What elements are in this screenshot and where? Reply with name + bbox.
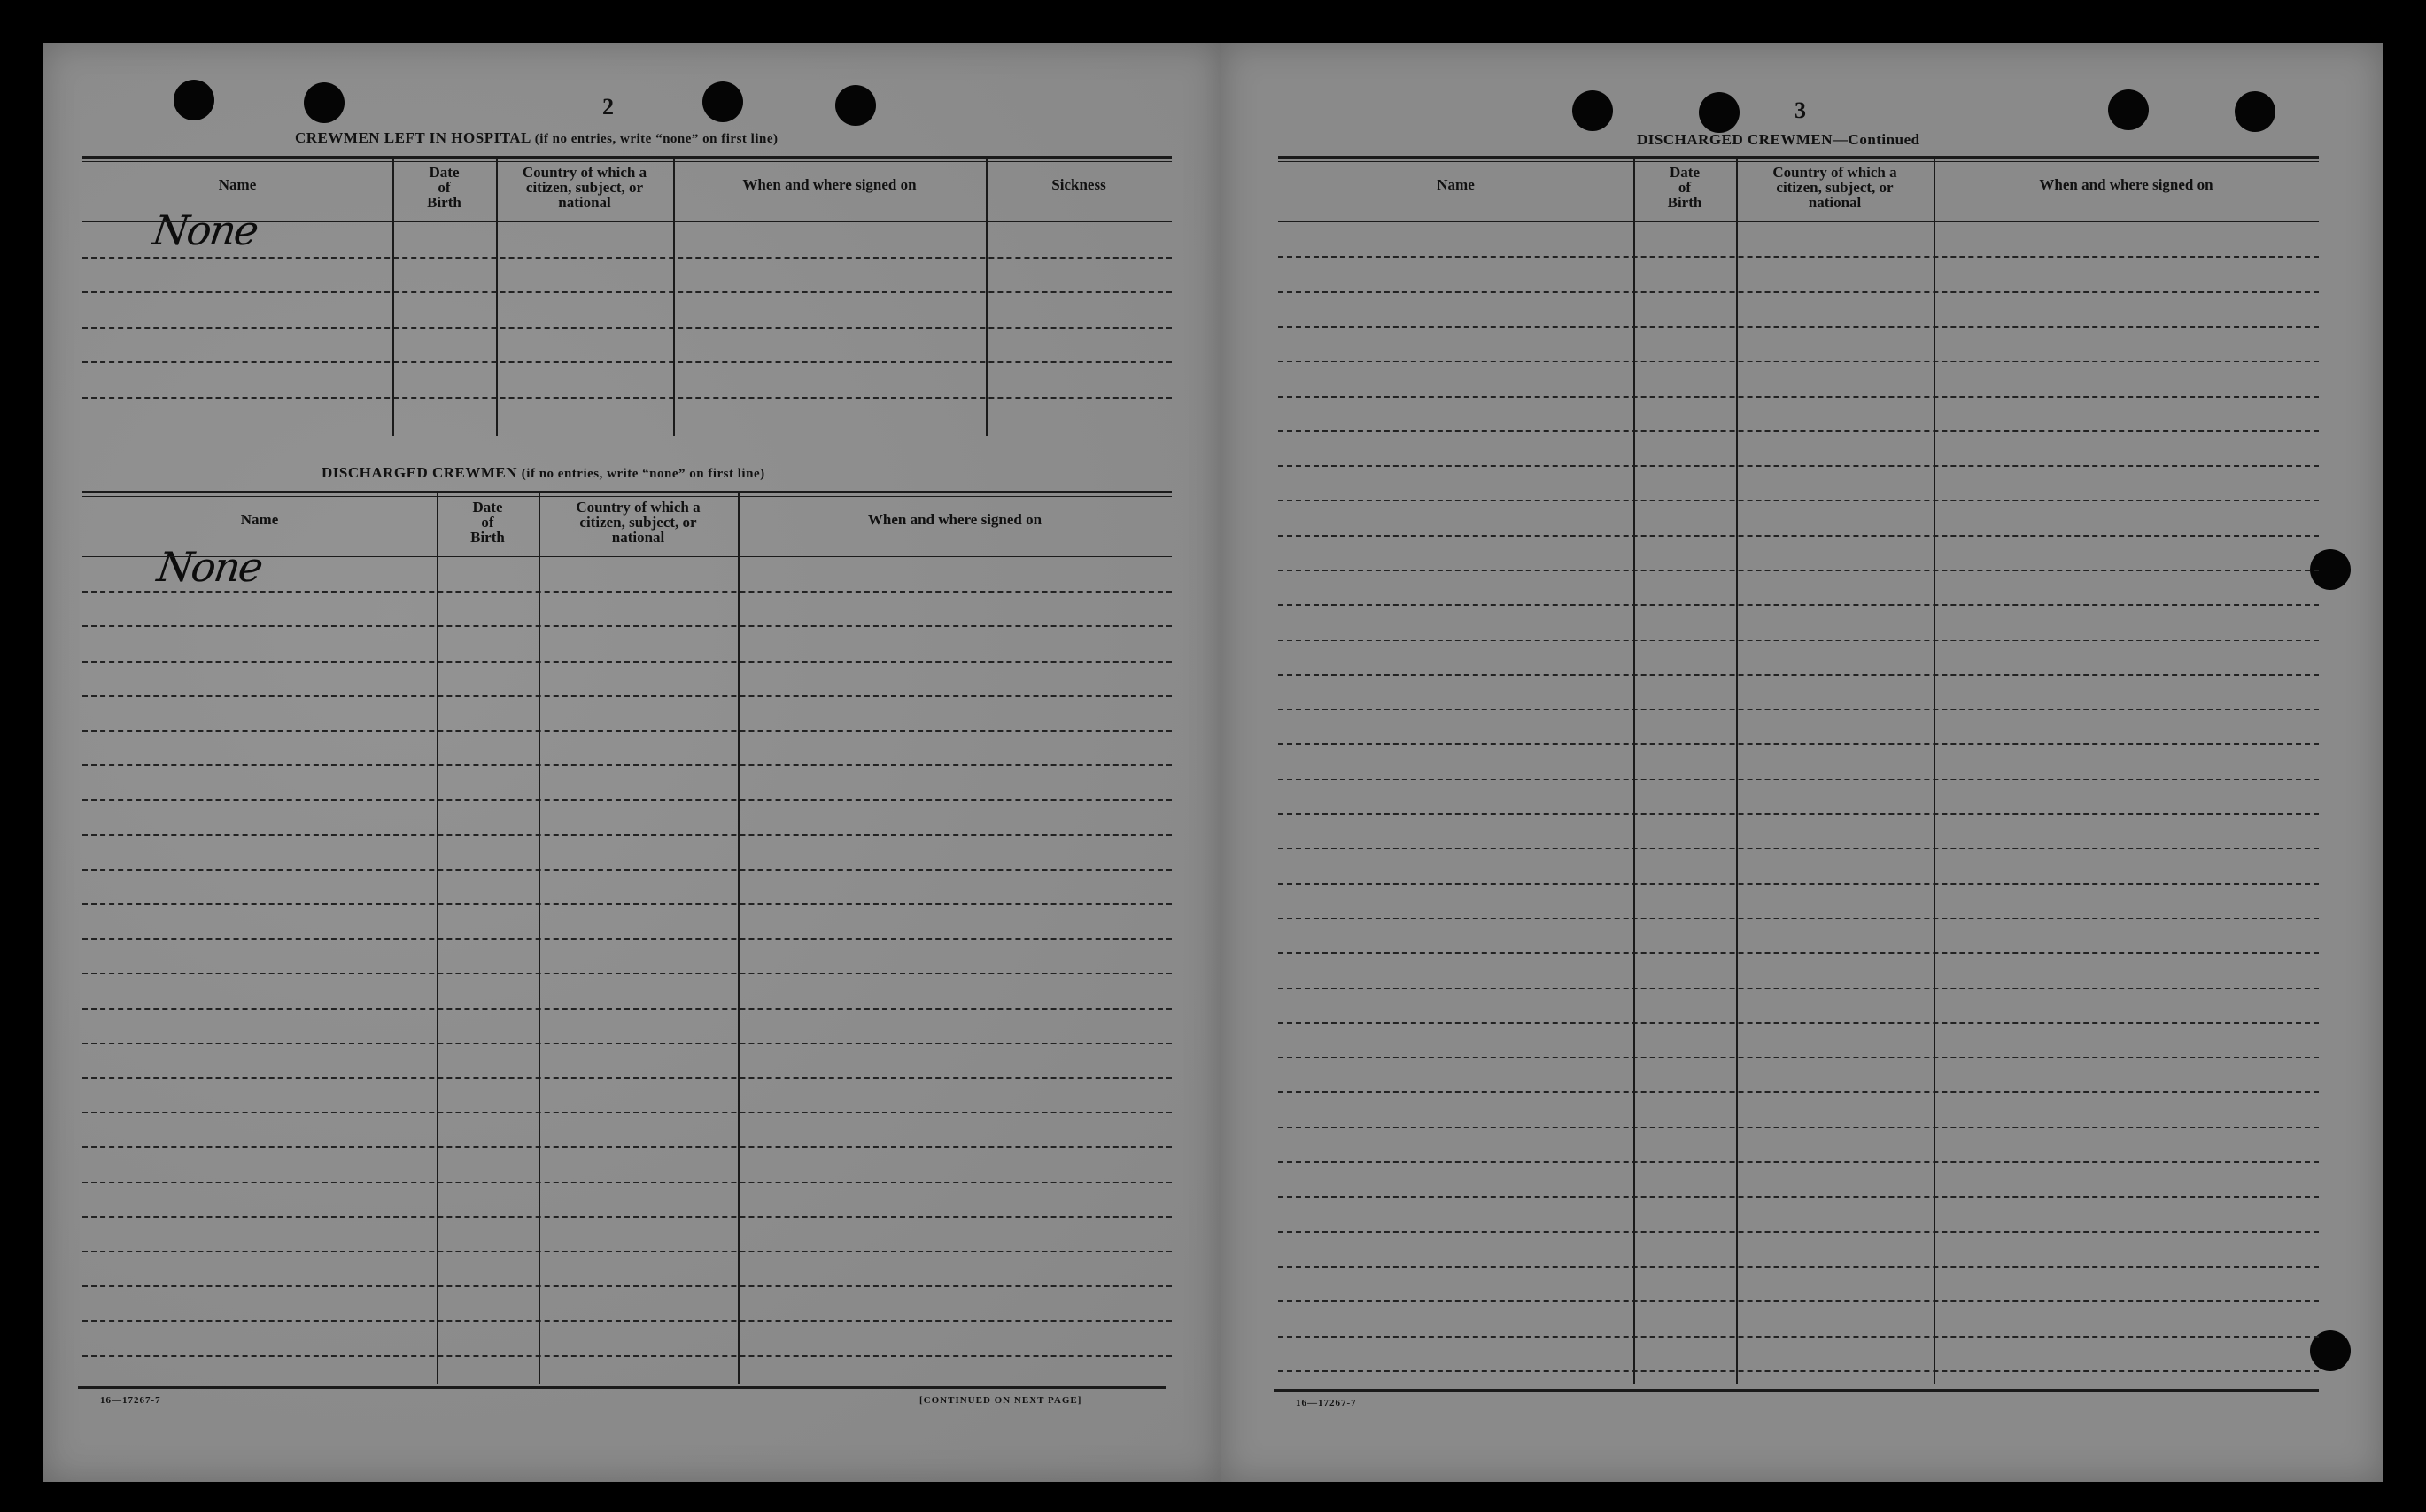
row-line: [82, 327, 1172, 329]
column-header: Name: [218, 176, 257, 193]
column-header: When and where signed on: [742, 176, 917, 193]
column-divider: [1934, 158, 1935, 1384]
row-line: [82, 1112, 1172, 1113]
punch-hole: [1572, 90, 1613, 131]
hospital-title-text: CREWMEN LEFT IN HOSPITAL: [295, 129, 531, 146]
table-top-rule: [82, 496, 1172, 497]
header-rule: [82, 221, 1172, 222]
row-line: [82, 799, 1172, 801]
hospital-section-title: [295, 129, 779, 147]
row-line: [1278, 848, 2319, 849]
column-divider: [1633, 158, 1635, 1384]
row-line: [82, 1043, 1172, 1044]
column-divider: [437, 492, 438, 1384]
row-line: [1278, 952, 2319, 954]
page-number: 3: [1794, 97, 1806, 123]
left-page: [43, 43, 1221, 1482]
form-number: 16—17267-7: [100, 1395, 161, 1406]
row-line: [82, 1320, 1172, 1322]
punch-hole: [2235, 91, 2275, 132]
punch-hole: [702, 81, 743, 122]
row-line: [1278, 1161, 2319, 1163]
row-line: [82, 1251, 1172, 1252]
row-line: [1278, 396, 2319, 398]
column-divider: [539, 492, 540, 1384]
punch-hole: [835, 85, 876, 126]
row-line: [82, 625, 1172, 627]
row-line: [82, 591, 1172, 593]
column-header: Name: [1437, 176, 1475, 193]
table-top-rule: [82, 161, 1172, 162]
row-line: [1278, 1022, 2319, 1024]
row-line: [82, 903, 1172, 905]
row-line: [1278, 918, 2319, 919]
row-line: [82, 764, 1172, 766]
column-header: Date of Birth: [427, 164, 461, 211]
row-line: [82, 361, 1172, 363]
row-line: [1278, 570, 2319, 571]
row-line: [1278, 430, 2319, 432]
column-header: Country of which a citizen, subject, or national: [576, 499, 701, 546]
header-rule: [82, 556, 1172, 557]
row-line: [82, 1146, 1172, 1148]
punch-hole: [2108, 89, 2149, 130]
row-line: [82, 1285, 1172, 1287]
row-line: [1278, 883, 2319, 885]
column-divider: [1736, 158, 1738, 1384]
row-line: [1278, 256, 2319, 258]
right-page: [1221, 43, 2383, 1482]
row-line: [1278, 1091, 2319, 1093]
punch-hole: [1699, 92, 1740, 133]
row-line: [1278, 674, 2319, 676]
row-line: [1278, 1300, 2319, 1302]
continued-note: [CONTINUED ON NEXT PAGE]: [919, 1395, 1082, 1406]
row-line: [1278, 1336, 2319, 1338]
row-line: [1278, 1231, 2319, 1233]
row-line: [82, 1008, 1172, 1010]
row-line: [1278, 1127, 2319, 1128]
discharged-section-title: [322, 464, 765, 482]
row-line: [82, 973, 1172, 974]
row-line: [82, 1182, 1172, 1183]
table-top-rule: [82, 156, 1172, 159]
punch-hole: [304, 82, 345, 123]
row-line: [1278, 1057, 2319, 1058]
punch-hole: [174, 80, 214, 120]
bottom-rule: [78, 1386, 1166, 1389]
row-line: [82, 291, 1172, 293]
row-line: [82, 1355, 1172, 1357]
column-header: Country of which a citizen, subject, or national: [522, 164, 647, 211]
column-divider: [738, 492, 740, 1384]
row-line: [1278, 1370, 2319, 1372]
row-line: [1278, 988, 2319, 989]
row-line: [1278, 709, 2319, 710]
row-line: [1278, 535, 2319, 537]
column-header: Sickness: [1051, 176, 1106, 193]
row-line: [1278, 813, 2319, 815]
column-divider: [986, 158, 988, 436]
header-rule: [1278, 221, 2319, 222]
row-line: [82, 834, 1172, 836]
row-line: [1278, 640, 2319, 641]
row-line: [1278, 500, 2319, 501]
row-line: [1278, 743, 2319, 745]
discharged-instruction: (if no entries, write “none” on first line): [521, 467, 765, 481]
handwritten-entry: None: [154, 543, 265, 591]
hospital-instruction: (if no entries, write “none” on first line): [534, 132, 779, 146]
bottom-rule: [1274, 1389, 2319, 1392]
continued-section-title: DISCHARGED CREWMEN—Continued: [1637, 131, 1920, 148]
row-line: [82, 257, 1172, 259]
row-line: [1278, 291, 2319, 293]
column-header: When and where signed on: [2039, 176, 2213, 193]
row-line: [1278, 604, 2319, 606]
column-divider: [673, 158, 675, 436]
row-line: [82, 1077, 1172, 1079]
row-line: [82, 938, 1172, 940]
column-header: Country of which a citizen, subject, or national: [1772, 164, 1897, 211]
page-number: 2: [602, 94, 614, 120]
table-top-rule: [1278, 161, 2319, 162]
discharged-title-text: DISCHARGED CREWMEN: [322, 464, 518, 481]
row-line: [82, 695, 1172, 697]
row-line: [82, 869, 1172, 871]
row-line: [1278, 326, 2319, 328]
column-header: Name: [240, 511, 279, 528]
row-line: [1278, 465, 2319, 467]
row-line: [82, 730, 1172, 732]
column-header: Date of Birth: [470, 499, 505, 546]
row-line: [1278, 1266, 2319, 1268]
row-line: [1278, 779, 2319, 780]
table-top-rule: [1278, 156, 2319, 159]
table-top-rule: [82, 491, 1172, 493]
row-line: [1278, 361, 2319, 362]
column-header: When and where signed on: [867, 511, 1042, 528]
row-line: [1278, 1196, 2319, 1198]
form-number: 16—17267-7: [1296, 1398, 1357, 1408]
row-line: [82, 1216, 1172, 1218]
handwritten-entry: None: [150, 206, 260, 254]
row-line: [82, 397, 1172, 399]
column-header: Date of Birth: [1667, 164, 1702, 211]
row-line: [82, 661, 1172, 663]
